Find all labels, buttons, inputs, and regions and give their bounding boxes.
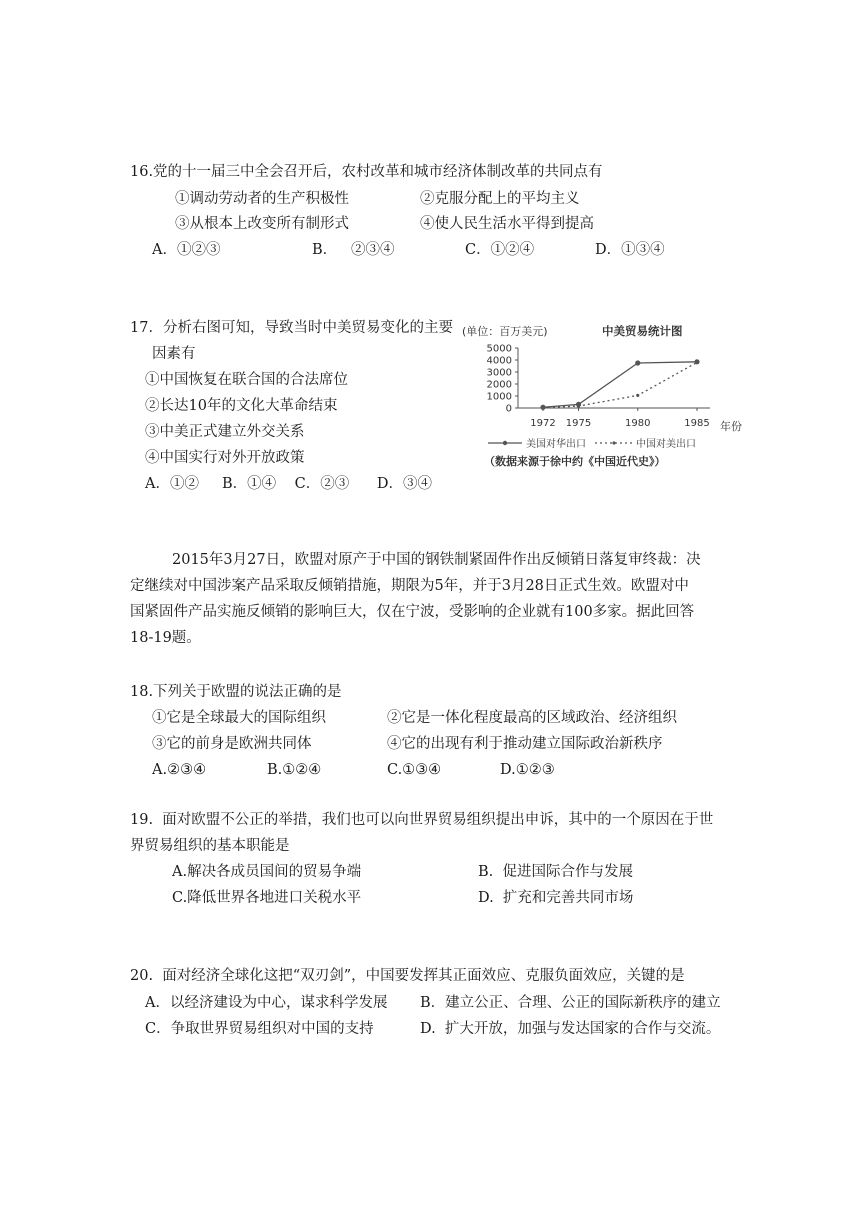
series-line-china-export xyxy=(543,362,697,407)
data-point xyxy=(636,394,639,397)
q17-option-3: ③中美正式建立外交关系 xyxy=(145,424,305,440)
legend-dotted-marker xyxy=(612,441,615,444)
q20-choice-c: C．争取世界贸易组织对中国的支持 xyxy=(145,1021,374,1037)
q16-choice-c: C．①②④ xyxy=(465,242,535,258)
y-tick-label: 1000 xyxy=(486,391,512,403)
q16-stem: 16.党的十一届三中全会召开后，农村改革和城市经济体制改革的共同点有 xyxy=(130,164,603,180)
data-point xyxy=(541,406,544,409)
q19-choice-c: C.降低世界各地进口关税水平 xyxy=(172,890,362,906)
chart-x-axis xyxy=(530,408,709,429)
legend-solid-label: 美国对华出口 xyxy=(526,439,586,450)
q17-stem-line2: 因素有 xyxy=(152,346,196,362)
y-tick-label: 4000 xyxy=(486,355,512,367)
x-tick-label: 1972 xyxy=(530,418,556,429)
x-axis-label: 年份 xyxy=(720,420,742,433)
legend-dotted-label: 中国对美出口 xyxy=(636,439,696,450)
q20-choice-b: B．建立公正、合理、公正的国际新秩序的建立 xyxy=(420,995,721,1011)
q18-choice-d: D.①②③ xyxy=(500,762,555,778)
passage-line3: 国紧固件产品实施反倾销的影响巨大，仅在宁波，受影响的企业就有100多家。据此回答 xyxy=(130,604,695,620)
chart-unit: (单位：百万美元) xyxy=(462,325,548,338)
q19-stem-line1: 19. 面对欧盟不公正的举措，我们也可以向世界贸易组织提出申诉，其中的一个原因在于世 xyxy=(130,812,714,828)
q17-option-2: ②长达10年的文化大革命结束 xyxy=(145,398,338,414)
chart-series xyxy=(540,359,699,410)
passage-line1: 2015年3月27日，欧盟对原产于中国的钢铁制紧固件作出反倾销日落复审终裁：决 xyxy=(172,552,701,568)
passage-line2: 定继续对中国涉案产品采取反倾销措施，期限为5年，并于3月28日正式生效。欧盟对中 xyxy=(130,578,689,594)
chart-title: 中美贸易统计图 xyxy=(602,324,683,338)
y-tick-label: 2000 xyxy=(486,379,512,391)
series-line-us-export xyxy=(543,362,697,407)
q20-choice-a: A．以经济建设为中心，谋求科学发展 xyxy=(145,995,388,1011)
data-point xyxy=(695,361,698,364)
chart-y-axis xyxy=(487,344,518,415)
data-point xyxy=(635,360,640,365)
q20-stem: 20. 面对经济全球化这把“双刃剑”，中国要发挥其正面效应、克服负面效应，关键的是 xyxy=(130,968,685,984)
q20-choice-d: D. 扩大开放，加强与发达国家的合作与交流。 xyxy=(420,1021,721,1037)
q17-option-1: ①中国恢复在联合国的合法席位 xyxy=(145,372,348,388)
x-tick-label: 1985 xyxy=(684,418,710,429)
q17-stem-line1: 17．分析右图可知，导致当时中美贸易变化的主要 xyxy=(130,320,453,336)
q18-option-2: ②它是一体化程度最高的区域政治、经济组织 xyxy=(387,710,677,726)
q18-option-4: ④它的出现有利于推动建立国际政治新秩序 xyxy=(387,736,663,752)
legend-solid-marker xyxy=(503,441,507,445)
q19-stem-line2: 界贸易组织的基本职能是 xyxy=(130,838,290,854)
q18-choice-b: B.①②④ xyxy=(267,762,322,778)
q18-choice-a: A.②③④ xyxy=(152,762,207,778)
y-tick-label: 3000 xyxy=(486,367,512,379)
q19-choice-d: D. 扩充和完善共同市场 xyxy=(478,890,634,906)
x-tick-label: 1975 xyxy=(565,418,592,429)
trade-chart xyxy=(460,318,750,478)
q19-choice-a: A.解决各成员国间的贸易争端 xyxy=(172,864,362,880)
q18-option-3: ③它的前身是欧洲共同体 xyxy=(152,736,312,752)
chart-source: （数据来源于徐中约《中国近代史》） xyxy=(484,455,666,468)
y-tick-label: 0 xyxy=(505,403,512,415)
q18-stem: 18.下列关于欧盟的说法正确的是 xyxy=(130,684,342,700)
data-point xyxy=(577,404,580,407)
q18-choice-c: C.①③④ xyxy=(387,762,442,778)
x-tick-label: 1980 xyxy=(625,418,651,429)
passage-line4: 18-19题。 xyxy=(130,630,201,646)
q16-option-4: ④使人民生活水平得到提高 xyxy=(420,216,594,232)
q16-option-1: ①调动劳动者的生产积极性 xyxy=(175,191,349,207)
q19-choice-b: B. 促进国际合作与发展 xyxy=(478,864,633,880)
q16-option-2: ②克服分配上的平均主义 xyxy=(420,191,580,207)
q17-choices: A．①② B．①④ C．②③ D．③④ xyxy=(145,476,432,492)
q16-option-3: ③从根本上改变所有制形式 xyxy=(175,216,349,232)
q18-option-1: ①它是全球最大的国际组织 xyxy=(152,710,326,726)
q17-option-4: ④中国实行对外开放政策 xyxy=(145,450,305,466)
q16-choice-b: B． ②③④ xyxy=(312,242,395,258)
q16-choice-d: D．①③④ xyxy=(595,242,665,258)
y-tick-label: 5000 xyxy=(486,343,512,355)
q16-choice-a: A．①②③ xyxy=(152,242,221,258)
